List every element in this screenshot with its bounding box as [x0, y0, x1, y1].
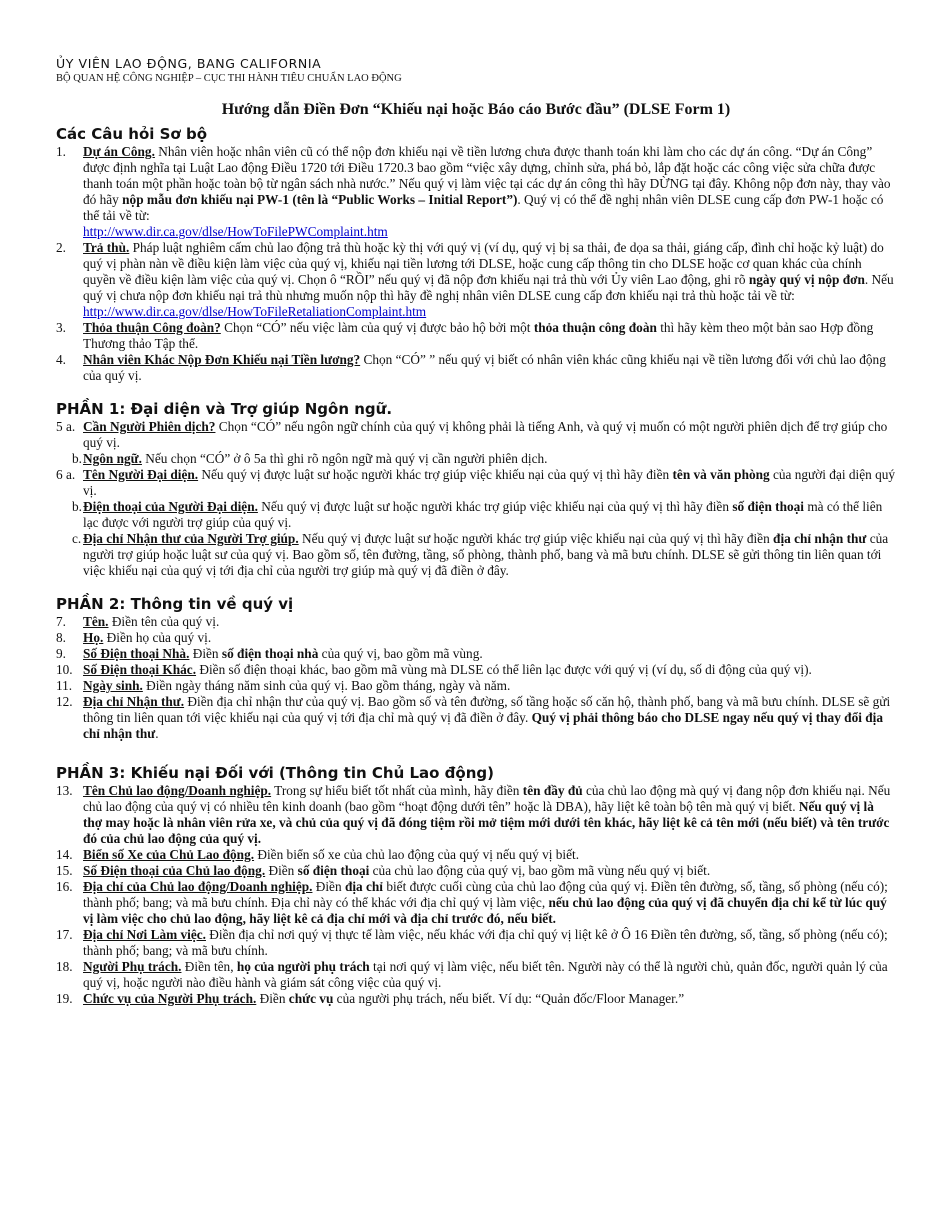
list-item [56, 646, 896, 662]
item-text: Điền họ của quý vị. [103, 630, 212, 645]
item-number: b. [72, 451, 82, 466]
item-text: Nếu chọn “CÓ” ở ô 5a thì ghi rõ ngôn ngữ mà quý vị cần người phiên dịch. [141, 451, 548, 466]
url-link[interactable]: http://www.dir.ca.gov/dlse/HowToFilePWComplaint.htm [83, 224, 388, 239]
item-number: 3. [56, 320, 66, 335]
item-number: 12. [56, 694, 73, 709]
item-text: Điền biển số xe của chủ lao động của quý vị nếu quý vị biết. [254, 847, 580, 862]
item-emphasis: nộp mẫu đơn khiếu nại PW-1 (tên là “Public Works – Initial Report”) [122, 192, 518, 207]
list-item [56, 991, 896, 1007]
item-number: 8. [56, 630, 66, 645]
item-text: mà có thể liên lạc được với người trợ giúp của quý vị. [83, 499, 883, 530]
list-item [56, 662, 896, 678]
url-link[interactable]: http://www.dir.ca.gov/dlse/HowToFileRetaliationComplaint.htm [83, 304, 427, 319]
item-emphasis: nếu chủ lao động của quý vị đã chuyển địa chỉ kể từ lúc quý vị làm việc cho chủ lao động, hãy liệt kê cả địa chỉ mới và địa chỉ trước đó, nếu biết. [83, 895, 887, 926]
section-prelim [56, 144, 896, 384]
item-term: Dự án Công. [83, 144, 155, 159]
item-emphasis: chức vụ [288, 991, 334, 1006]
section-heading-part3: PHẦN 3: Khiếu nại Đối với (Thông tin Chủ Lao động) [56, 764, 494, 782]
list-item [56, 783, 896, 847]
item-text: Điền [189, 646, 222, 661]
item-term: Trả thù. [83, 240, 130, 255]
item-text: của người đại diện quý vị. [83, 467, 896, 498]
item-number: 5 a. [56, 419, 76, 434]
list-item [56, 879, 896, 927]
section-heading-part2: PHẦN 2: Thông tin về quý vị [56, 595, 294, 613]
item-number: 7. [56, 614, 66, 629]
item-number: 4. [56, 352, 66, 367]
item-term: Số Điện thoại Nhà. [83, 646, 190, 661]
list-item [56, 144, 896, 240]
item-number: b. [72, 499, 82, 514]
department-name: BỘ QUAN HỆ CÔNG NGHIỆP – CỤC THI HÀNH TIÊU CHUẨN LAO ĐỘNG [56, 73, 402, 84]
list-item [56, 240, 896, 320]
item-number: 1. [56, 144, 66, 159]
item-text: của chủ lao động mà quý vị đang nộp đơn khiếu nại. Nếu chủ lao động của quý vị có nhiều tên kinh doanh (bao gồm “hoạt động dưới tên” hoặc là DBA), hãy liệt kê toàn bộ tên mà quý vị biết. [83, 783, 891, 814]
item-term: Số Điện thoại của Chủ lao động. [83, 863, 266, 878]
item-number: 13. [56, 783, 73, 798]
item-number: 2. [56, 240, 66, 255]
item-text: Chọn “CÓ” nếu việc làm của quý vị được bảo hộ bởi một [220, 320, 534, 335]
list-item [56, 927, 896, 959]
document-page [56, 56, 896, 1007]
item-emphasis: ngày quý vị nộp đơn [748, 272, 865, 287]
list-item [56, 419, 896, 451]
item-text: của người trợ giúp hoặc luật sư của quý vị. Bao gồm số, tên đường, tầng, số phòng, thành phố, bang và mã bưu chính. DLSE sẽ gửi thông tin liên quan tới việc khiếu nại của quý vị tới địa chỉ của người trợ giúp mà quý vị đã điền ở đây. [83, 531, 889, 578]
item-text: Nếu quý vị được luật sư hoặc người khác trợ giúp việc khiếu nại của quý vị thì hãy điền [257, 499, 733, 514]
item-emphasis: họ của người phụ trách [236, 959, 370, 974]
item-text: Chọn “CÓ” nếu ngôn ngữ chính của quý vị không phải là tiếng Anh, và quý vị muốn có một người phiên dịch để trợ giúp cho quý vị. [83, 419, 888, 450]
item-term: Ngày sinh. [83, 678, 143, 693]
list-item [56, 694, 896, 742]
list-item [56, 847, 896, 863]
item-number: 15. [56, 863, 73, 878]
item-emphasis: địa chỉ nhận thư [773, 531, 867, 546]
list-item [56, 959, 896, 991]
section-part3 [56, 783, 896, 1007]
item-number: 17. [56, 927, 73, 942]
item-text: biết được cuối cùng của chủ lao động của quý vị. Điền tên đường, số, tầng, số phòng (nếu có); thành phố; bang; và mã bưu chính. Địa chỉ này có thể khác với địa chỉ quý vị làm việc, [83, 879, 888, 910]
list-item [56, 451, 896, 467]
list-item [56, 531, 896, 579]
item-term: Họ. [83, 630, 104, 645]
item-term: Tên Chủ lao động/Doanh nghiệp. [83, 783, 272, 798]
item-text: Nếu quý vị được luật sư hoặc người khác trợ giúp việc khiếu nại của quý vị thì hãy điền [198, 467, 673, 482]
item-text: Pháp luật nghiêm cấm chủ lao động trả thù hoặc kỳ thị với quý vị (ví dụ, quý vị bị sa thải, đe dọa sa thải, giáng cấp, đình chỉ hoặc kỷ luật) do quý vị phàn nàn về điều kiện làm việc của quý vị, khiếu nại tiền lương tới DLSE, hoặc cung cấp thông tin cho DLSE hoặc cơ quan khác của chính quyền về điều kiện làm việc của quý vị. Chọn ô “RỒI” nếu quý vị đã nộp đơn khiếu nại trả thù với Ủy viên Lao động, ghi rõ [83, 240, 884, 287]
item-number: 19. [56, 991, 73, 1006]
item-emphasis: tên đầy đủ [522, 783, 583, 798]
item-term: Tên. [83, 614, 109, 629]
item-emphasis: địa chỉ [344, 879, 383, 894]
item-term: Địa chỉ của Chủ lao động/Doanh nghiệp. [83, 879, 313, 894]
item-term: Người Phụ trách. [83, 959, 182, 974]
section-part1 [56, 419, 896, 579]
item-term: Chức vụ của Người Phụ trách. [83, 991, 257, 1006]
item-text: Điền [256, 991, 289, 1006]
item-text: thì hãy kèm theo một bản sao Hợp đồng Thương thảo Tập thể. [83, 320, 874, 351]
item-number: 16. [56, 879, 73, 894]
item-term: Cần Người Phiên dịch? [83, 419, 216, 434]
item-text: . Nếu quý vị chưa nộp đơn khiếu nại trả thù nhưng muốn nộp thì hãy đề nghị nhân viên DLSE cung cấp đơn khiếu nại trả thù hoặc tải về từ: [83, 272, 894, 303]
document-title: Hướng dẫn Điền Đơn “Khiếu nại hoặc Báo cáo Bước đầu” (DLSE Form 1) [221, 101, 731, 118]
item-term: Nhân viên Khác Nộp Đơn Khiếu nại Tiền lương? [83, 352, 361, 367]
item-emphasis: Quý vị phải thông báo cho DLSE ngay nếu quý vị thay đổi địa chỉ nhận thư [83, 710, 883, 741]
item-term: Địa chỉ Nhận thư. [83, 694, 185, 709]
item-emphasis: số điện thoại [732, 499, 804, 514]
item-text: tại nơi quý vị làm việc, nếu biết tên. Người này có thể là người chủ, quản đốc, người quản lý của quý vị, hoặc người nào điều hành và giám sát công việc của quý vị. [83, 959, 888, 990]
item-emphasis: tên và văn phòng [672, 467, 770, 482]
item-term: Ngôn ngữ. [83, 451, 142, 466]
item-emphasis: thỏa thuận công đoàn [533, 320, 657, 335]
item-text: của chủ lao động của quý vị, bao gồm mã vùng nếu quý vị biết. [369, 863, 711, 878]
item-number: 10. [56, 662, 73, 677]
list-item [56, 352, 896, 384]
item-number: c. [72, 531, 82, 546]
section-heading-part1: PHẦN 1: Đại diện và Trợ giúp Ngôn ngữ. [56, 400, 393, 418]
section-part2 [56, 614, 896, 742]
item-text: Điền [312, 879, 345, 894]
item-text: Điền số điện thoại khác, bao gồm mã vùng mà DLSE có thể liên lạc được với quý vị (ví dụ, số di động của quý vị). [196, 662, 812, 677]
agency-name: ỦY VIÊN LAO ĐỘNG, BANG CALIFORNIA [56, 56, 322, 71]
list-item [56, 467, 896, 499]
item-emphasis: số điện thoại [297, 863, 370, 878]
item-number: 6 a. [56, 467, 76, 482]
item-term: Tên Người Đại diện. [83, 467, 199, 482]
item-term: Địa chỉ Nhận thư của Người Trợ giúp. [83, 531, 299, 546]
item-number: 11. [56, 678, 73, 693]
item-text: Điền tên của quý vị. [108, 614, 220, 629]
item-emphasis: Nếu quý vị là thợ may hoặc là nhân viên rửa xe, và chủ của quý vị đã đóng tiệm rồi mở tiệm mới dưới tên khác, hãy liệt kê cả tên mới (nếu biết) và tên trước đó của chủ lao động của quý vị. [83, 799, 890, 846]
list-item [56, 614, 896, 630]
item-text: Nhân viên hoặc nhân viên cũ có thể nộp đơn khiếu nại về tiền lương chưa được thanh toán khi làm cho các dự án công. “Dự án Công” được định nghĩa tại Luật Lao động Điều 1720 tới Điều 1720.3 bao gồm “việc xây dựng, chỉnh sửa, phá bỏ, lắp đặt hoặc các công việc sửa chữa được thanh toán một phần hoặc toàn bộ từ ngân sách nhà nước.” Nếu quý vị làm việc tại các dự án công thì hãy DỪNG tại đây. Không nộp đơn này, thay vào đó hãy [83, 144, 891, 207]
item-text: của quý vị, bao gồm mã vùng. [318, 646, 483, 661]
item-text: . [155, 726, 159, 741]
item-text: Điền [265, 863, 298, 878]
item-text: . Quý vị có thể đề nghị nhân viên DLSE cung cấp đơn PW-1 hoặc có thể tải về từ: [83, 192, 884, 223]
item-number: 14. [56, 847, 73, 862]
section-heading-prelim: Các Câu hỏi Sơ bộ [56, 125, 207, 143]
item-emphasis: số điện thoại nhà [221, 646, 319, 661]
item-number: 9. [56, 646, 66, 661]
item-term: Điện thoại của Người Đại diện. [83, 499, 258, 514]
item-term: Biển số Xe của Chủ Lao động. [83, 847, 255, 862]
item-text: Điền ngày tháng năm sinh của quý vị. Bao gồm tháng, ngày và năm. [142, 678, 511, 693]
item-text: của người phụ trách, nếu biết. Ví dụ: “Quản đốc/Floor Manager.” [333, 991, 685, 1006]
item-text: Điền tên, [181, 959, 237, 974]
list-item [56, 320, 896, 352]
item-text: Nếu quý vị được luật sư hoặc người khác trợ giúp việc khiếu nại của quý vị thì hãy điền [298, 531, 774, 546]
item-term: Địa chỉ Nơi Làm việc. [83, 927, 206, 942]
list-item [56, 499, 896, 531]
item-text: Điền địa chỉ nơi quý vị thực tế làm việc, nếu khác với địa chỉ quý vị liệt kê ở Ô 16 Điền tên đường, số, tầng, số phòng (nếu có); thành phố; bang; và mã bưu chính. [83, 927, 888, 958]
list-item [56, 630, 896, 646]
item-number: 18. [56, 959, 73, 974]
item-term: Thỏa thuận Công đoàn? [83, 320, 221, 335]
list-item [56, 678, 896, 694]
item-text: Điền địa chỉ nhận thư của quý vị. Bao gồm số và tên đường, số tầng hoặc số căn hộ, thành phố, bang và mã bưu chính. DLSE sẽ gửi thông tin liên quan tới việc khiếu nại của quý vị tới địa chỉ mà quý vị đã điền ở đây. [83, 694, 891, 725]
item-text: Trong sự hiểu biết tốt nhất của mình, hãy điền [271, 783, 523, 798]
item-term: Số Điện thoại Khác. [83, 662, 197, 677]
item-text: Chọn “CÓ” ” nếu quý vị biết có nhân viên khác cũng khiếu nại về tiền lương đối với chủ lao động của quý vị. [83, 352, 886, 383]
list-item [56, 863, 896, 879]
